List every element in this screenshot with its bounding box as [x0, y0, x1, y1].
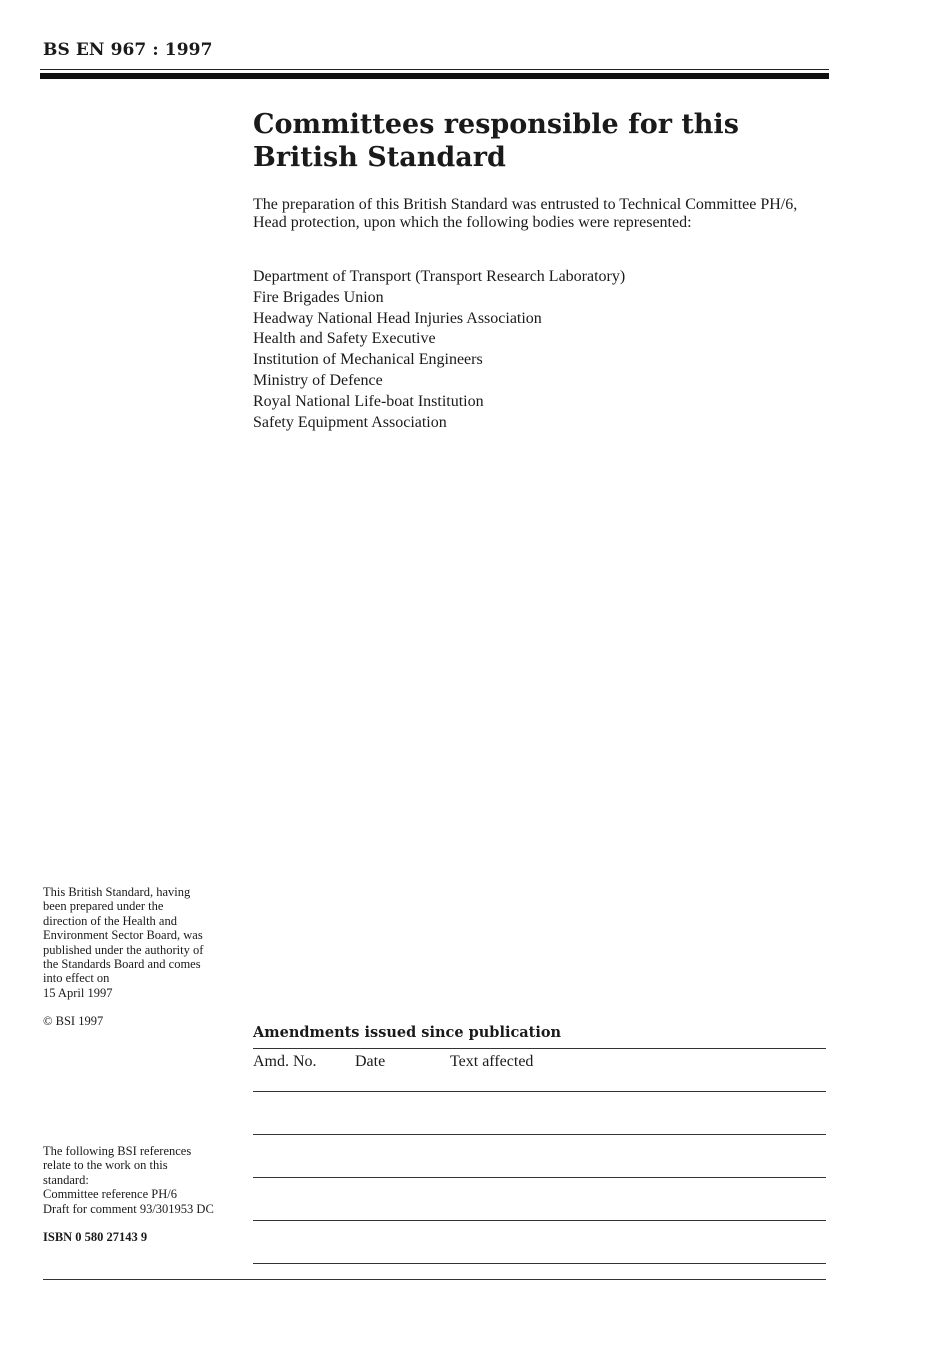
amendments-title: Amendments issued since publication: [253, 1024, 562, 1041]
page-title: [253, 108, 813, 174]
list-item: Department of Transport (Transport Research Laboratory): [253, 268, 626, 285]
list-item: Health and Safety Executive: [253, 330, 436, 348]
intro-paragraph: The preparation of this British Standard was entrusted to Technical Committee PH/6, Head protection, upon which the following bodies were represented:: [253, 196, 798, 231]
represented-bodies-list: [253, 267, 625, 433]
list-item: Headway National Head Injuries Association: [253, 309, 542, 327]
amendments-row-rule: [253, 1177, 826, 1178]
copyright-notice: © BSI 1997: [43, 1014, 104, 1028]
isbn: ISBN 0 580 27143 9: [43, 1230, 148, 1244]
amendments-column-date: Date: [355, 1053, 386, 1070]
amendments-row-rule: [253, 1091, 826, 1092]
page-title-line-2: British Standard: [253, 142, 506, 173]
footer-rule: [43, 1279, 826, 1280]
list-item: Ministry of Defence: [253, 371, 383, 389]
amendments-column-amd-no: Amd. No.: [253, 1053, 317, 1070]
amendments-column-text-affected: Text affected: [450, 1053, 534, 1070]
amendments-row-rule: [253, 1134, 826, 1135]
amendments-row-rule: [253, 1263, 826, 1264]
list-item: Royal National Life-boat Institution: [253, 392, 484, 410]
list-item: Safety Equipment Association: [253, 413, 447, 431]
header-rule-thick: [40, 73, 829, 79]
amendments-row-rule: [253, 1220, 826, 1221]
amendments-rule-top: [253, 1048, 826, 1049]
publication-note: This British Standard, having been prepared under the direction of the Health and Environment Sector Board, was published under the authority of the Standards Board and comes into effect on 15 April 1997: [43, 885, 204, 1000]
document-id: BS EN 967 : 1997: [43, 40, 213, 60]
list-item: Fire Brigades Union: [253, 288, 384, 306]
header-rule-thin: [40, 69, 829, 70]
bsi-references: The following BSI references relate to the work on this standard: Committee reference PH/6 Draft for comment 93/301953 DC: [43, 1144, 214, 1216]
list-item: Institution of Mechanical Engineers: [253, 351, 483, 369]
page-title-line-1: Committees responsible for this: [253, 109, 739, 140]
